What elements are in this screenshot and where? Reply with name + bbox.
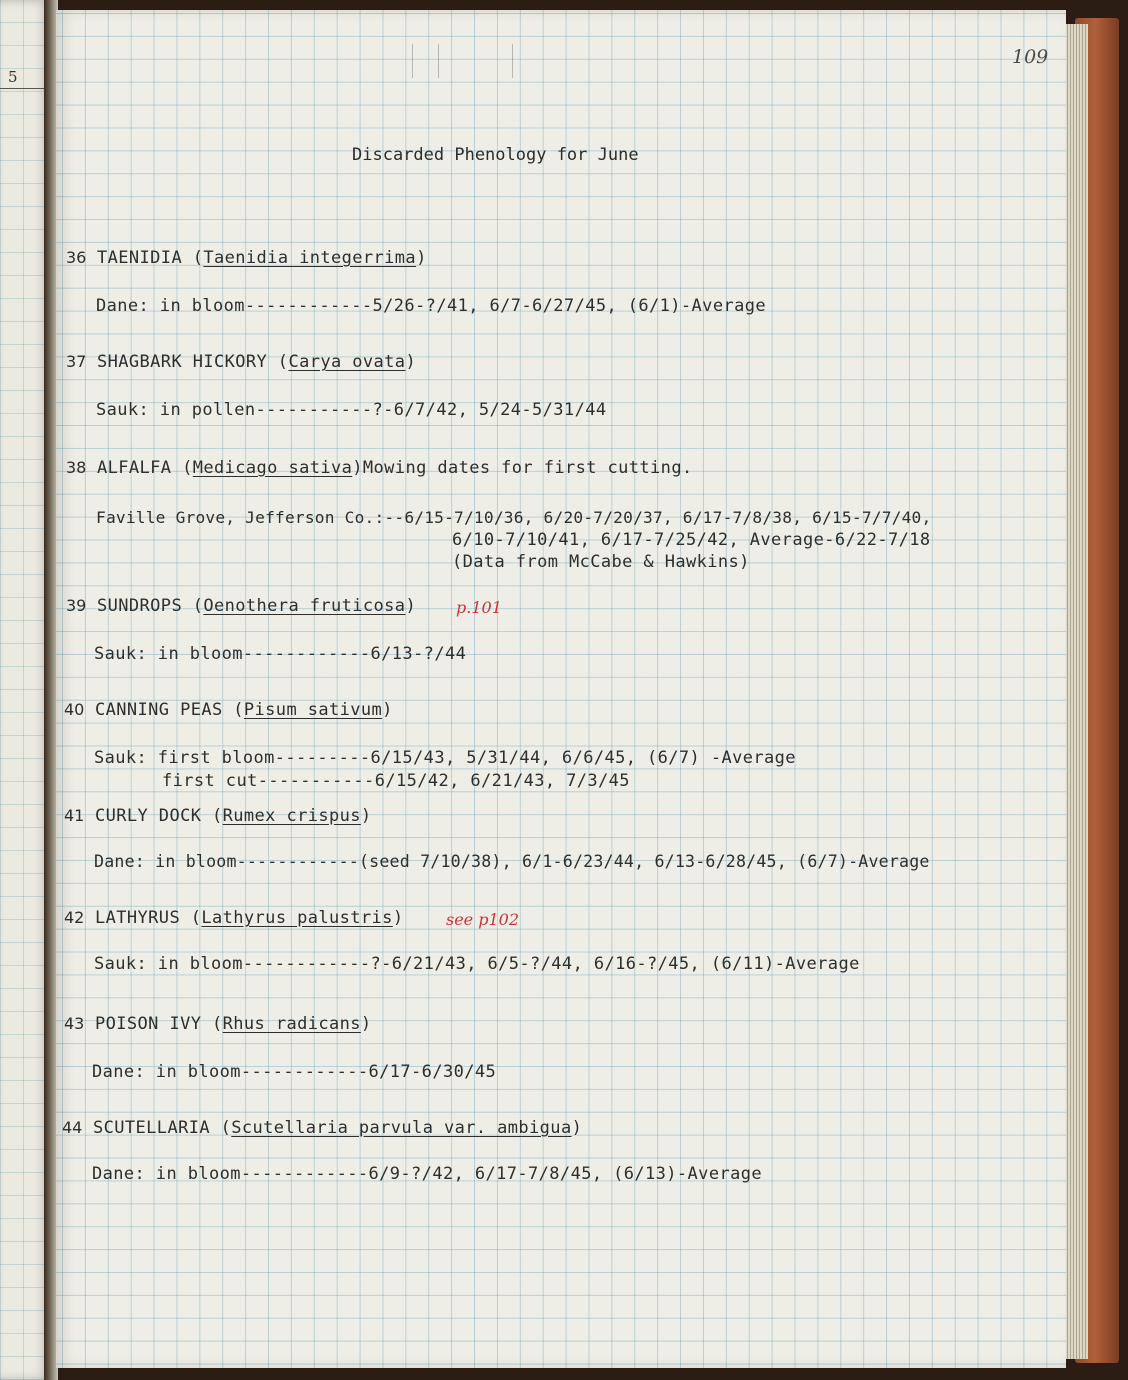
scientific-name: Medicago sativa xyxy=(192,458,353,478)
left-page-mark: 5 xyxy=(8,68,18,86)
entry-detail-line: Dane: in bloom------------(seed 7/10/38), 6/1-6/23/44, 6/13-6/28/45, (6/7)-Average xyxy=(94,852,930,871)
entry-detail-line: Sauk: in bloom------------?-6/21/43, 6/5-?/44, 6/16-?/45, (6/11)-Average xyxy=(94,954,860,974)
entry-detail-line: first cut-----------6/15/42, 6/21/43, 7/3/45 xyxy=(162,771,630,791)
entry-header: 42 LATHYRUS (Lathyrus palustris) xyxy=(64,908,404,928)
entry-header: 43 POISON IVY (Rhus radicans) xyxy=(64,1014,372,1034)
scientific-name: Rhus radicans xyxy=(222,1014,361,1034)
scientific-name: Scutellaria parvula var. ambigua xyxy=(231,1118,572,1138)
entry-header-suffix: Mowing dates for first cutting. xyxy=(362,458,693,478)
pencil-marks xyxy=(408,44,518,84)
entry-header: 44 SCUTELLARIA (Scutellaria parvula var. ambigua) xyxy=(62,1118,583,1138)
entry-detail-line: Faville Grove, Jefferson Co.:--6/15-7/10/36, 6/20-7/20/37, 6/17-7/8/38, 6/15-7/7/40, xyxy=(96,508,932,527)
scientific-name: Pisum sativum xyxy=(243,700,383,720)
entry-header: 39 SUNDROPS (Oenothera fruticosa) xyxy=(66,596,417,616)
left-page xyxy=(0,0,50,1380)
entry-detail-line: (Data from McCabe & Hawkins) xyxy=(452,552,750,572)
left-page-rule xyxy=(0,88,45,89)
scientific-name: Oenothera fruticosa xyxy=(203,596,406,616)
entry-header: 40 CANNING PEAS (Pisum sativum) xyxy=(64,700,393,720)
scientific-name: Taenidia integerrima xyxy=(203,248,417,268)
handwritten-note: p.101 xyxy=(456,598,502,617)
entry-header: 37 SHAGBARK HICKORY (Carya ovata) xyxy=(66,352,417,372)
handwritten-note: see p102 xyxy=(446,910,520,929)
scientific-name: Lathyrus palustris xyxy=(201,908,393,928)
entry-detail-line: Dane: in bloom------------6/9-?/42, 6/17-7/8/45, (6/13)-Average xyxy=(92,1164,762,1184)
page-number: 109 xyxy=(1012,46,1049,68)
entry-header: 41 CURLY DOCK (Rumex crispus) xyxy=(64,806,372,826)
entry-detail-line: Sauk: first bloom---------6/15/43, 5/31/44, 6/6/45, (6/7) -Average xyxy=(94,748,796,768)
entry-detail-line: Dane: in bloom------------6/17-6/30/45 xyxy=(92,1062,497,1082)
entry-detail-line: Sauk: in bloom------------6/13-?/44 xyxy=(94,644,467,664)
entry-detail-line: 6/10-7/10/41, 6/17-7/25/42, Average-6/22-7/18 xyxy=(452,530,931,550)
entry-detail-line: Dane: in bloom------------5/26-?/41, 6/7-6/27/45, (6/1)-Average xyxy=(96,296,766,316)
scientific-name: Rumex crispus xyxy=(222,806,361,826)
page-title: Discarded Phenology for June xyxy=(352,145,639,165)
entry-detail-line: Sauk: in pollen-----------?-6/7/42, 5/24-5/31/44 xyxy=(96,400,607,420)
entry-header: 36 TAENIDIA (Taenidia integerrima) xyxy=(66,248,427,268)
scientific-name: Carya ovata xyxy=(288,352,406,372)
entry-header: 38 ALFALFA (Medicago sativa)Mowing dates for first cutting. xyxy=(66,458,693,478)
